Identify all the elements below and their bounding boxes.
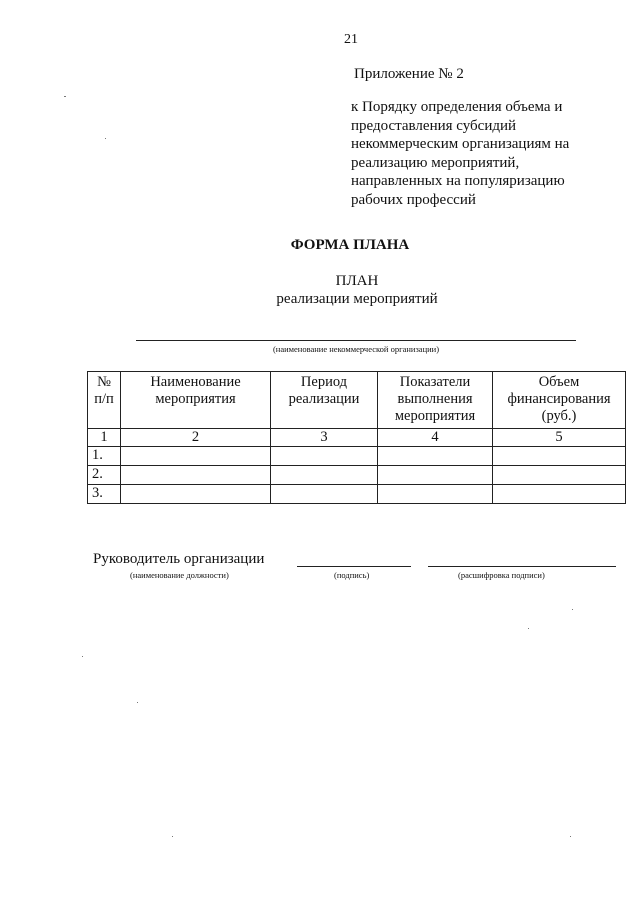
signature-label: Руководитель организации: [93, 551, 265, 567]
appendix-text: [351, 98, 611, 210]
scan-speck: [528, 628, 529, 629]
column-number: 1: [88, 429, 121, 447]
table-cell: [378, 447, 493, 466]
table-header-row: [88, 372, 626, 429]
decode-caption: (расшифровка подписи): [458, 570, 545, 580]
appendix-line: предоставления субсидий: [351, 117, 517, 134]
table-cell: [271, 447, 378, 466]
scan-speck: [64, 96, 66, 97]
header-line: №: [97, 374, 111, 390]
table-row: [88, 485, 626, 504]
header-indicators: [378, 372, 493, 429]
table-cell: [271, 466, 378, 485]
signature-line: [297, 566, 411, 567]
header-financing: [493, 372, 626, 429]
row-number: 3.: [88, 485, 121, 504]
appendix-line: направленных на популяризацию: [351, 173, 565, 190]
scan-speck: [570, 836, 571, 837]
scan-speck: [105, 138, 106, 139]
table-cell: [493, 466, 626, 485]
appendix-line: реализацию мероприятий,: [351, 154, 520, 171]
page-number: 21: [344, 32, 358, 47]
table-cell: [378, 485, 493, 504]
plan-subtitle: реализации мероприятий: [276, 291, 438, 307]
header-line: финансирования: [507, 391, 611, 407]
table-row: [88, 466, 626, 485]
appendix-line: рабочих профессий: [351, 191, 476, 208]
scan-speck: [137, 702, 138, 703]
header-line: мероприятия: [394, 408, 476, 424]
header-line: Наименование: [150, 374, 241, 390]
header-line: Объем: [538, 374, 580, 390]
header-line: (руб.): [541, 408, 577, 424]
column-number: 4: [378, 429, 493, 447]
org-name-caption: (наименование некоммерческой организации): [272, 344, 440, 354]
table-cell: [271, 485, 378, 504]
scan-speck: [172, 836, 173, 837]
org-name-line: [136, 340, 576, 341]
header-line: выполнения: [397, 391, 473, 407]
appendix-title: Приложение № 2: [354, 66, 464, 82]
table-row: [88, 447, 626, 466]
table-cell: [378, 466, 493, 485]
column-number: 5: [493, 429, 626, 447]
scan-speck: [572, 609, 573, 610]
column-number: 3: [271, 429, 378, 447]
table-cell: [493, 447, 626, 466]
table-cell: [121, 447, 271, 466]
header-line: Период: [300, 374, 348, 390]
plan-table: [87, 371, 626, 504]
row-number: 1.: [88, 447, 121, 466]
table-cell: [493, 485, 626, 504]
header-period: [271, 372, 378, 429]
signature-caption: (подпись): [334, 570, 370, 580]
table-cell: [121, 485, 271, 504]
header-number: [88, 372, 121, 429]
table-cell: [121, 466, 271, 485]
appendix-line: к Порядку определения объема и: [351, 99, 563, 115]
position-caption: (наименование должности): [130, 570, 229, 580]
plan-title: ПЛАН: [335, 273, 379, 289]
signature-decode-line: [428, 566, 616, 567]
column-number: 2: [121, 429, 271, 447]
row-number: 2.: [88, 466, 121, 485]
header-line: реализации: [288, 391, 360, 407]
form-title: ФОРМА ПЛАНА: [290, 237, 410, 253]
header-event-name: [121, 372, 271, 429]
appendix-line: некоммерческим организациям на: [351, 136, 570, 153]
header-line: мероприятия: [155, 391, 236, 407]
column-number-row: [88, 429, 626, 447]
header-line: Показатели: [399, 374, 471, 390]
scan-speck: [82, 656, 83, 657]
header-line: п/п: [94, 391, 114, 407]
